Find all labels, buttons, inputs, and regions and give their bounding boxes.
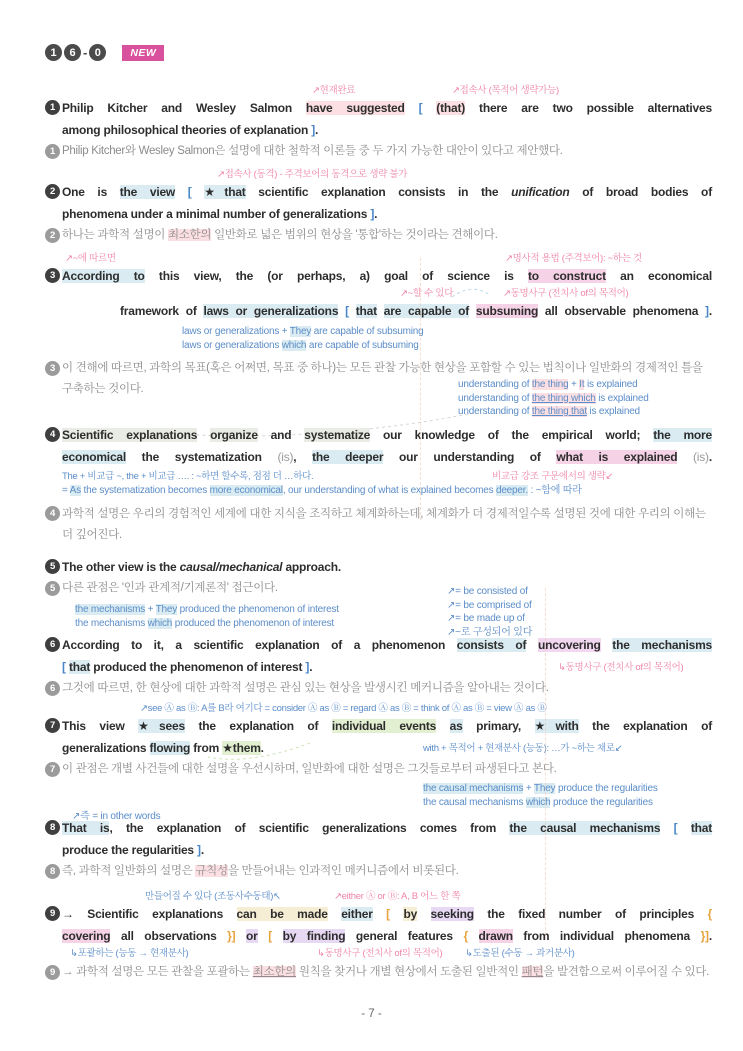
text-segment: produce the regularities [550,796,653,808]
highlighted-text: which [147,617,173,629]
text-segment: + [523,783,534,794]
text-segment: 원칙을 찾거나 개별 현상에서 도출된 일반적인 [295,966,522,978]
text-segment: understanding of [458,379,532,390]
text-segment: the mechanisms [75,617,148,629]
text-segment: causal/mechanical [179,560,283,574]
highlighted-text: 최소한의 [252,966,296,978]
highlighted-text: that [355,304,377,318]
english-sentence-line [49,97,712,119]
text-segment [677,821,690,835]
sentence-number-chip: 6 [45,637,60,652]
lesson-number-chip: 6 [64,44,81,61]
text-segment: The other view is the [62,560,180,574]
highlighted-text: that [690,821,713,835]
sentence-number-chip: 9 [45,906,60,921]
highlighted-text: the thing which [531,392,596,404]
highlighted-text: seeking [430,907,474,921]
text-segment: of broad bodies of [569,185,712,199]
text-segment: Philip Kitcher와 Wesley Salmon은 설명에 대한 철학적 이론들 중 두 가지 가능한 대안이 있다고 제안했다. [62,145,563,157]
highlighted-text: As [69,485,81,496]
grammar-note-line [75,603,712,617]
page-number: - 7 - [361,1008,382,1020]
text-segment: are capable of subsuming [311,326,424,337]
grammar-annotation-row [62,470,712,484]
text-segment [526,638,538,652]
highlighted-text: ★sees [138,719,185,733]
text-segment: → 과학적 설명은 모든 관찰을 포괄하는 [62,966,253,978]
text-segment [422,101,436,115]
english-sentence-line [49,715,712,737]
text-segment: produce the regularities [62,843,198,857]
highlighted-text: laws or generalizations [203,304,339,318]
bracket: [ [418,101,423,115]
text-segment: understanding of [458,392,532,404]
text-segment: This view [62,719,139,733]
text-segment: produce the regularities [555,783,658,794]
text-segment: general features [345,929,464,943]
text-segment: the systematization [126,450,278,464]
highlighted-text: deeper. [495,485,528,496]
text-segment: 일반화로 넓은 범위의 현상을 '통합'하는 것이라는 견해이다. [211,229,498,241]
text-segment [405,101,419,115]
text-segment [235,929,246,943]
text-segment: there are two possible alternatives [465,101,712,115]
grammar-annotation: 비교급 강조 구문에서의 생략↙ [492,471,614,482]
sentence-block-3 [45,252,712,417]
highlighted-text: flowing [149,741,191,755]
highlighted-text: are capable of [383,304,470,318]
highlighted-text: ★them [222,741,261,755]
sentence-number-chip: 1 [45,100,60,115]
bracket: { [463,929,468,943]
text-segment: from [190,741,223,755]
translation-number-chip: 9 [45,965,60,980]
text-segment [258,929,269,943]
grammar-annotation: The + 비교급 ~, the + 비교급 …. : ~하면 할수록, 점점 더 …하다. [62,471,314,482]
highlighted-text: individual events [331,719,437,733]
sentence-number-chip: 3 [45,268,60,283]
text-segment [373,907,386,921]
text-segment: primary, [462,719,535,733]
highlighted-text: economical [62,450,127,464]
english-sentence-line [49,181,712,203]
highlighted-text: to construct [527,269,606,283]
text-segment: . [315,123,319,137]
text-segment: the explanation of [578,719,712,733]
text-segment: among philosophical theories of explanation [62,123,312,137]
grammar-annotation: ↗명사적 용법 (주격보어): ~하는 것 [505,253,642,264]
grammar-annotation: ↳동명사구 (전치사 of의 목적어) [317,948,443,959]
grammar-note-line [182,325,712,339]
text-segment [677,450,693,464]
highlighted-text: either [341,907,373,921]
highlighted-text: by finding [282,929,346,943]
text-segment [197,428,210,442]
text-segment: from individual phenomena [512,929,701,943]
text-segment: + [568,379,580,390]
highlighted-text: Scientific explanations [62,428,198,442]
bracket: ] [305,660,310,674]
text-segment: . [200,843,204,857]
grammar-annotation-row [62,168,712,181]
sentence-number-chip: 2 [45,184,60,199]
sentence-block-5 [45,556,712,638]
text-segment: is explained [584,379,638,390]
text-segment: phenomena under a minimal number of generalizations [62,207,371,221]
text-segment: approach. [282,560,341,574]
grammar-note-line [182,339,712,353]
text-segment: According to it, a scientific explanation of a phenomenon [62,638,457,652]
bracket: [ [345,304,349,318]
highlighted-text: can be made [236,907,328,921]
text-segment [377,304,384,318]
korean-translation [50,225,712,246]
bracket: }] [227,929,236,943]
text-segment [469,304,476,318]
bracket: [ [62,660,66,674]
text-segment: laws or generalizations + [182,326,290,337]
grammar-note-line [75,617,712,631]
english-sentence-line [62,737,712,759]
text-segment: the fixed number of principles [473,907,708,921]
text-segment: (is) [277,450,294,464]
english-sentence-line [49,265,712,287]
grammar-note-line [62,484,712,498]
highlighted-text: That is [62,821,110,835]
grammar-annotation: ↗~할 수 있다 [400,288,454,299]
highlighted-text: or [246,929,258,943]
text-segment: the causal mechanisms [423,796,526,808]
text-segment: Philip Kitcher and Wesley Salmon [62,101,306,115]
grammar-note-line [458,378,649,392]
text-segment [390,907,403,921]
text-segment: : ~함에 따라 [527,485,582,496]
english-sentence-line [49,634,713,656]
korean-translation [50,578,712,599]
highlighted-text: by [403,907,418,921]
sentence-block-8 [45,782,712,882]
text-segment: 그것에 따르면, 한 현상에 대한 과학적 설명은 관심 있는 현상을 발생시킨 메커니즘을 알아내는 것이다. [62,682,549,694]
grammar-annotation-row [62,947,712,960]
text-segment: 의 경제적인 틀을 구축하는 것이다. [62,362,703,395]
bracket: [ [673,821,678,835]
translation-number-chip: 2 [45,228,60,243]
text-segment [192,185,205,199]
text-segment: and [257,428,305,442]
text-segment: ↗= be comprised of [447,599,532,611]
grammar-annotation: ↗~에 따르면 [65,253,116,264]
text-segment: , [293,450,313,464]
highlighted-text: They [155,604,178,615]
text-segment [175,185,188,199]
text-segment: . [708,304,712,318]
english-sentence-line [49,424,713,446]
text-segment [417,907,430,921]
sentence-number-chip: 8 [45,820,60,835]
highlighted-text: ★with [534,719,579,733]
grammar-note-float [72,810,160,824]
bracket: [ [386,907,390,921]
grammar-annotation: ↗현재완료 [312,85,356,96]
text-segment: this view, the (or perhaps, a) goal of science is [144,269,528,283]
text-segment: 을 발견함으로써 이루어질 수 있다. [543,966,710,978]
translation-number-chip: 1 [45,144,60,159]
grammar-note-float [447,585,532,639]
translation-number-chip: 3 [45,361,60,376]
text-segment: all observable phenomena [538,304,706,318]
highlighted-text: the thing [531,379,569,390]
text-segment: . [708,929,712,943]
text-segment: produced the phenomenon of interest [172,617,334,629]
sentence-block-7 [45,702,712,780]
text-segment: an economical [605,269,712,283]
highlighted-text: 패턴 [521,966,544,978]
text-segment: 을 만들어내는 인과적인 메커니즘에서 비롯된다. [227,865,459,877]
bracket: [ [187,185,192,199]
highlighted-text: uncovering [537,638,601,652]
text-segment: the systematization becomes [80,485,210,496]
korean-translation [50,962,712,983]
highlighted-text: According to [62,269,145,283]
grammar-annotation: ↗접속사 (목적어 생략가능) [452,85,559,96]
text-segment: 과학적 설명은 우리의 경험적인 세계에 대한 지식을 조직하고 체계화하는데, 체계화가 더 경제적일수록 설명된 것에 대한 우리의 이해는 더 깊어진다. [62,507,706,541]
grammar-note-line [458,392,649,406]
text-segment: understanding of [458,406,532,417]
text-segment: , the explanation of scientific generalizations comes from [109,821,510,835]
grammar-annotation-row [62,287,712,300]
text-segment: 다른 관점은 '인과 관계적/기계론적' 접근이다. [62,582,278,594]
text-segment: generalizations [62,741,150,755]
highlighted-text: the mechanisms [612,638,713,652]
text-segment: . [374,207,378,221]
translation-number-chip: 5 [45,581,60,596]
text-segment: ↗~로 구성되어 있다 [447,626,533,638]
text-segment: + [145,604,156,615]
highlighted-text: 최소한의 [167,229,212,241]
english-sentence-line [62,839,712,861]
text-segment: . [708,450,712,464]
text-segment [436,719,450,733]
grammar-annotation: ↗see Ⓐ as Ⓑ: A를 B라 여기다 = consider Ⓐ as Ⓑ = regard Ⓐ as Ⓑ = think of Ⓐ as Ⓑ = view Ⓐ as Ⓑ [140,703,547,714]
dashed-connector-line [545,588,546,940]
highlighted-text: 규칙성 [195,865,228,877]
korean-translation [50,141,712,162]
text-segment [328,907,341,921]
bracket: { [707,907,712,921]
grammar-annotation: ↳포괄하는 (능동 → 현재분사) [70,948,189,959]
text-segment: is explained [586,406,640,417]
grammar-note-line [447,585,532,599]
highlighted-text: covering [62,929,111,943]
korean-translation [50,861,712,882]
korean-translation [50,504,712,546]
text-segment [349,304,356,318]
sentence-number-chip: 4 [45,427,60,442]
sentence-number-chip: 5 [45,559,60,574]
grammar-annotation: ↗접속사 (동격) - 주격보어의 동격으로 생략 불가 [217,169,408,180]
grammar-annotation: 만들어질 수 있다 (조동사수동태)↖ [145,891,281,902]
bracket: }] [700,929,709,943]
english-sentence-line [49,556,712,578]
text-segment: our understanding of [383,450,557,464]
text-segment [660,821,673,835]
translation-number-chip: 7 [45,762,60,777]
text-segment: are capable of subsuming [306,339,419,351]
highlighted-text: have suggested [305,101,405,115]
text-segment: ↗= be consisted of [447,586,528,597]
text-segment: ↗즉 = in other words [72,811,161,822]
english-sentence-line [120,300,712,322]
bracket: ] [311,123,316,137]
text-segment: , our understanding of what is explained becomes [282,485,496,496]
sentence-number-chip: 7 [45,718,60,733]
grammar-annotation-row [62,702,712,715]
sentence-block-1 [45,84,712,162]
text-segment [468,929,479,943]
text-segment: produced the phenomenon of interest [177,604,339,615]
sentence-block-6 [45,634,712,699]
grammar-note-line [72,810,160,824]
english-sentence-line [62,119,712,141]
highlighted-text: organize [210,428,258,442]
grammar-note-line [423,796,712,810]
translation-number-chip: 4 [45,506,60,521]
text-segment: produced the phenomenon of interest [90,660,306,674]
highlighted-text: subsuming [475,304,539,318]
korean-translation [50,678,712,699]
bracket: ] [370,207,375,221]
grammar-note-float [458,378,649,419]
translation-number-chip: 6 [45,681,60,696]
grammar-annotation-row [62,252,712,265]
highlighted-text: the causal mechanisms [423,783,524,794]
translation-number-chip: 8 [45,864,60,879]
highlighted-text: They [289,326,312,337]
highlighted-text: systematize [304,428,371,442]
dashed-connector-line [420,258,421,520]
highlighted-text: consists of [456,638,527,652]
sentence-block-9 [45,890,712,983]
highlighted-text: ★that [204,185,246,199]
text-segment: the explanation of [184,719,332,733]
highlighted-text: the more [653,428,713,442]
text-segment: ↗= be made up of [447,613,525,624]
korean-translation [50,759,712,780]
text-segment: (is) [693,450,709,464]
text-segment [272,929,283,943]
text-segment: our knowledge of the empirical world; [370,428,654,442]
english-sentence-line [49,903,712,925]
text-segment: 이 관점은 개별 사건들에 대한 설명을 우선시하며, 일반화에 대한 설명은 그것들로부터 파생된다고 본다. [62,763,557,775]
highlighted-text: that [68,660,91,674]
text-segment: is explained [595,392,649,404]
lesson-number-chip: 1 [45,44,62,61]
text-segment: framework of [120,304,204,318]
text-segment: → Scientific explanations [62,907,237,921]
highlighted-text: the deeper [312,450,384,464]
grammar-note-line [447,599,532,613]
text-segment: One is [62,185,120,199]
grammar-annotation: ↗동명사구 (전치사 of의 목적어) [503,288,629,299]
text-segment: 하나는 과학적 설명이 [62,229,168,241]
text-segment: all observations [110,929,228,943]
grammar-note-line [447,612,532,626]
grammar-annotation: ↗either Ⓐ or Ⓑ: A, B 어느 한 쪽 [334,891,461,902]
english-sentence-line [62,925,712,947]
bracket: [ [268,929,273,943]
highlighted-text: which [281,339,307,351]
english-sentence-line [62,446,712,468]
grammar-annotation: ↳동명사구 (전치사 of의 목적어) [558,662,684,673]
text-segment: 이 견해에 따르면, 과학의 목표(혹은 어쩌면, 목표 중 하나)는 모든 관찰 가능한 현상을 포함할 수 있는 법칙이나 일반화 [62,362,622,374]
bracket: ] [197,843,201,857]
text-segment [601,638,613,652]
text-segment: scientific explanation consists in the [245,185,512,199]
grammar-note-line [423,782,712,796]
highlighted-text: It [579,379,585,390]
sentence-block-4 [45,424,712,546]
text-segment: unification [511,185,570,199]
highlighted-text: the view [119,185,176,199]
text-segment: 즉, 과학적 일반화의 설명은 [62,865,196,877]
english-sentence-line [62,656,712,678]
english-sentence-line [62,203,712,225]
highlighted-text: which [525,796,551,808]
grammar-annotation: ↳도출된 (수동 → 과거분사) [465,948,575,959]
highlighted-text: as [449,719,463,733]
lesson-number-chip: 0 [89,44,106,61]
highlighted-text: They [533,783,556,794]
grammar-annotation-row [62,890,712,903]
grammar-annotation-row [62,84,712,97]
grammar-annotation: with + 목적어 + 현재분사 (능동): …가 ~하는 채로↙ [423,743,623,754]
highlighted-text: what is explained [556,450,678,464]
bracket: ] [705,304,709,318]
highlighted-text: more economical [209,485,283,496]
sentence-block-2 [45,168,712,246]
highlighted-text: the thing that [531,406,587,417]
lesson-header [45,44,164,61]
new-badge: NEW [122,45,164,61]
highlighted-text: drawn [478,929,513,943]
lesson-number-separator: - [83,45,88,60]
text-segment: = [62,485,70,496]
text-segment: laws or generalizations [182,339,282,351]
text-segment: . [260,741,264,755]
grammar-note-line [458,405,649,419]
highlighted-text: the causal mechanisms [509,821,661,835]
highlighted-text: (that) [436,101,466,115]
text-segment: . [309,660,313,674]
highlighted-text: the mechanisms [75,604,146,615]
